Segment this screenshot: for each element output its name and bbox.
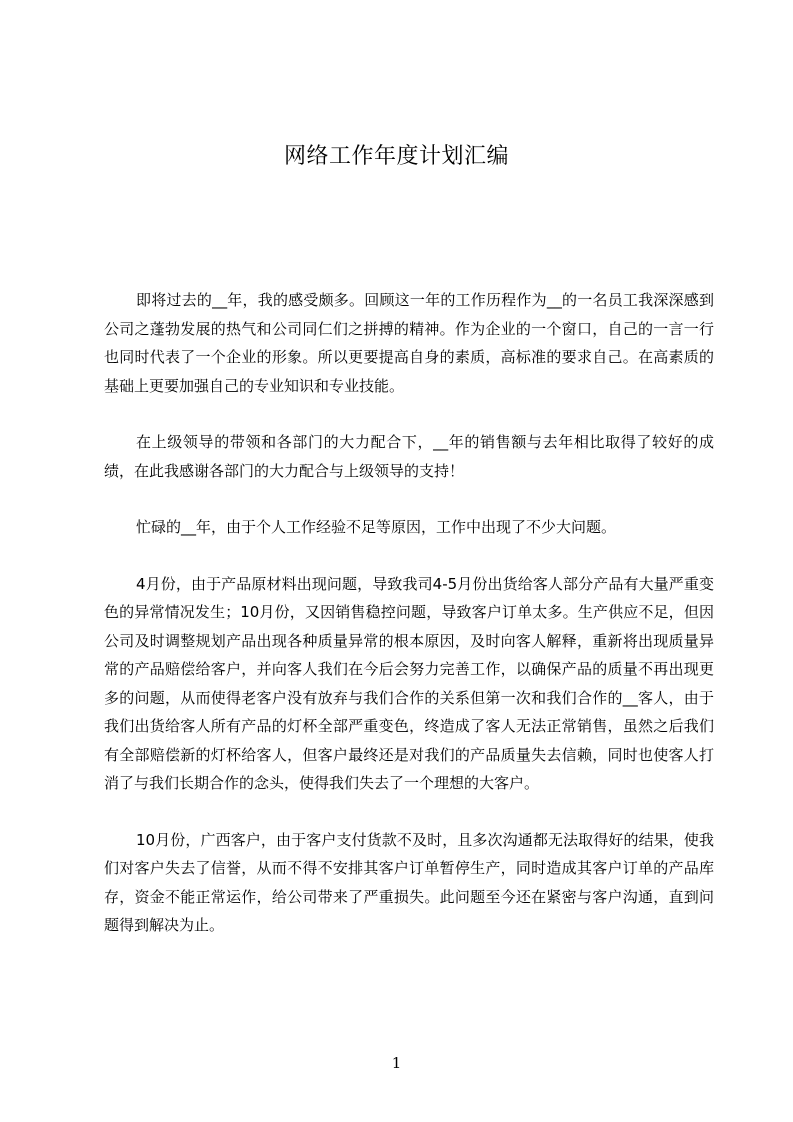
document-title: 网络工作年度计划汇编 bbox=[283, 144, 509, 169]
paragraph-1: 即将过去的__年，我的感受颇多。回顾这一年的工作历程作为__的一名员工我深深感到公司之蓬勃发展的热气和公司同仁们之拼搏的精神。作为企业的一个窗口，自己的一言一行也同时代表了一个企业的形象。所以更要提高自身的素质，高标准的要求自己。在高素质的基础上更要加强自己的专业知识和专业技能。 bbox=[104, 291, 714, 395]
paragraph-4: 4月份，由于产品原材料出现问题，导致我司4-5月份出货给客人部分产品有大量严重变色的异常情况发生；10月份，又因销售稳控问题，导致客户订单太多。生产供应不足，但因公司及时调整规划产品出现各种质量异常的根本原因，及时向客人解释，重新将出现质量异常的产品赔偿给客户，并向客人我们在今后会努力完善工作，以确保产品的质量不再出现更多的问题，从而使得老客户没有放弃与我们合作的关系但第一次和我们合作的__客人，由于我们出货给客人所有产品的灯杯全部严重变色，终造成了客人无法正常销售，虽然之后我们有全部赔偿新的灯杯给客人，但客户最终还是对我们的产品质量失去信赖，同时也使客人打消了与我们长期合作的念头，使得我们失去了一个理想的大客户。 bbox=[104, 574, 714, 792]
paragraph-5: 10月份，广西客户，由于客户支付货款不及时，且多次沟通都无法取得好的结果，使我们对客户失去了信誉，从而不得不安排其客户订单暂停生产，同时造成其客户订单的产品库存，资金不能正常运作，给公司带来了严重损失。此问题至今还在紧密与客户沟通，直到问题得到解决为止。 bbox=[104, 830, 714, 934]
paragraph-2: 在上级领导的带领和各部门的大力配合下，__年的销售额与去年相比取得了较好的成绩，在此我感谢各部门的大力配合与上级领导的支持！ bbox=[104, 433, 714, 480]
document-body bbox=[104, 286, 714, 968]
page-number: 1 bbox=[391, 1054, 402, 1072]
paragraph-3: 忙碌的__年，由于个人工作经验不足等原因，工作中出现了不少大问题。 bbox=[136, 518, 617, 536]
